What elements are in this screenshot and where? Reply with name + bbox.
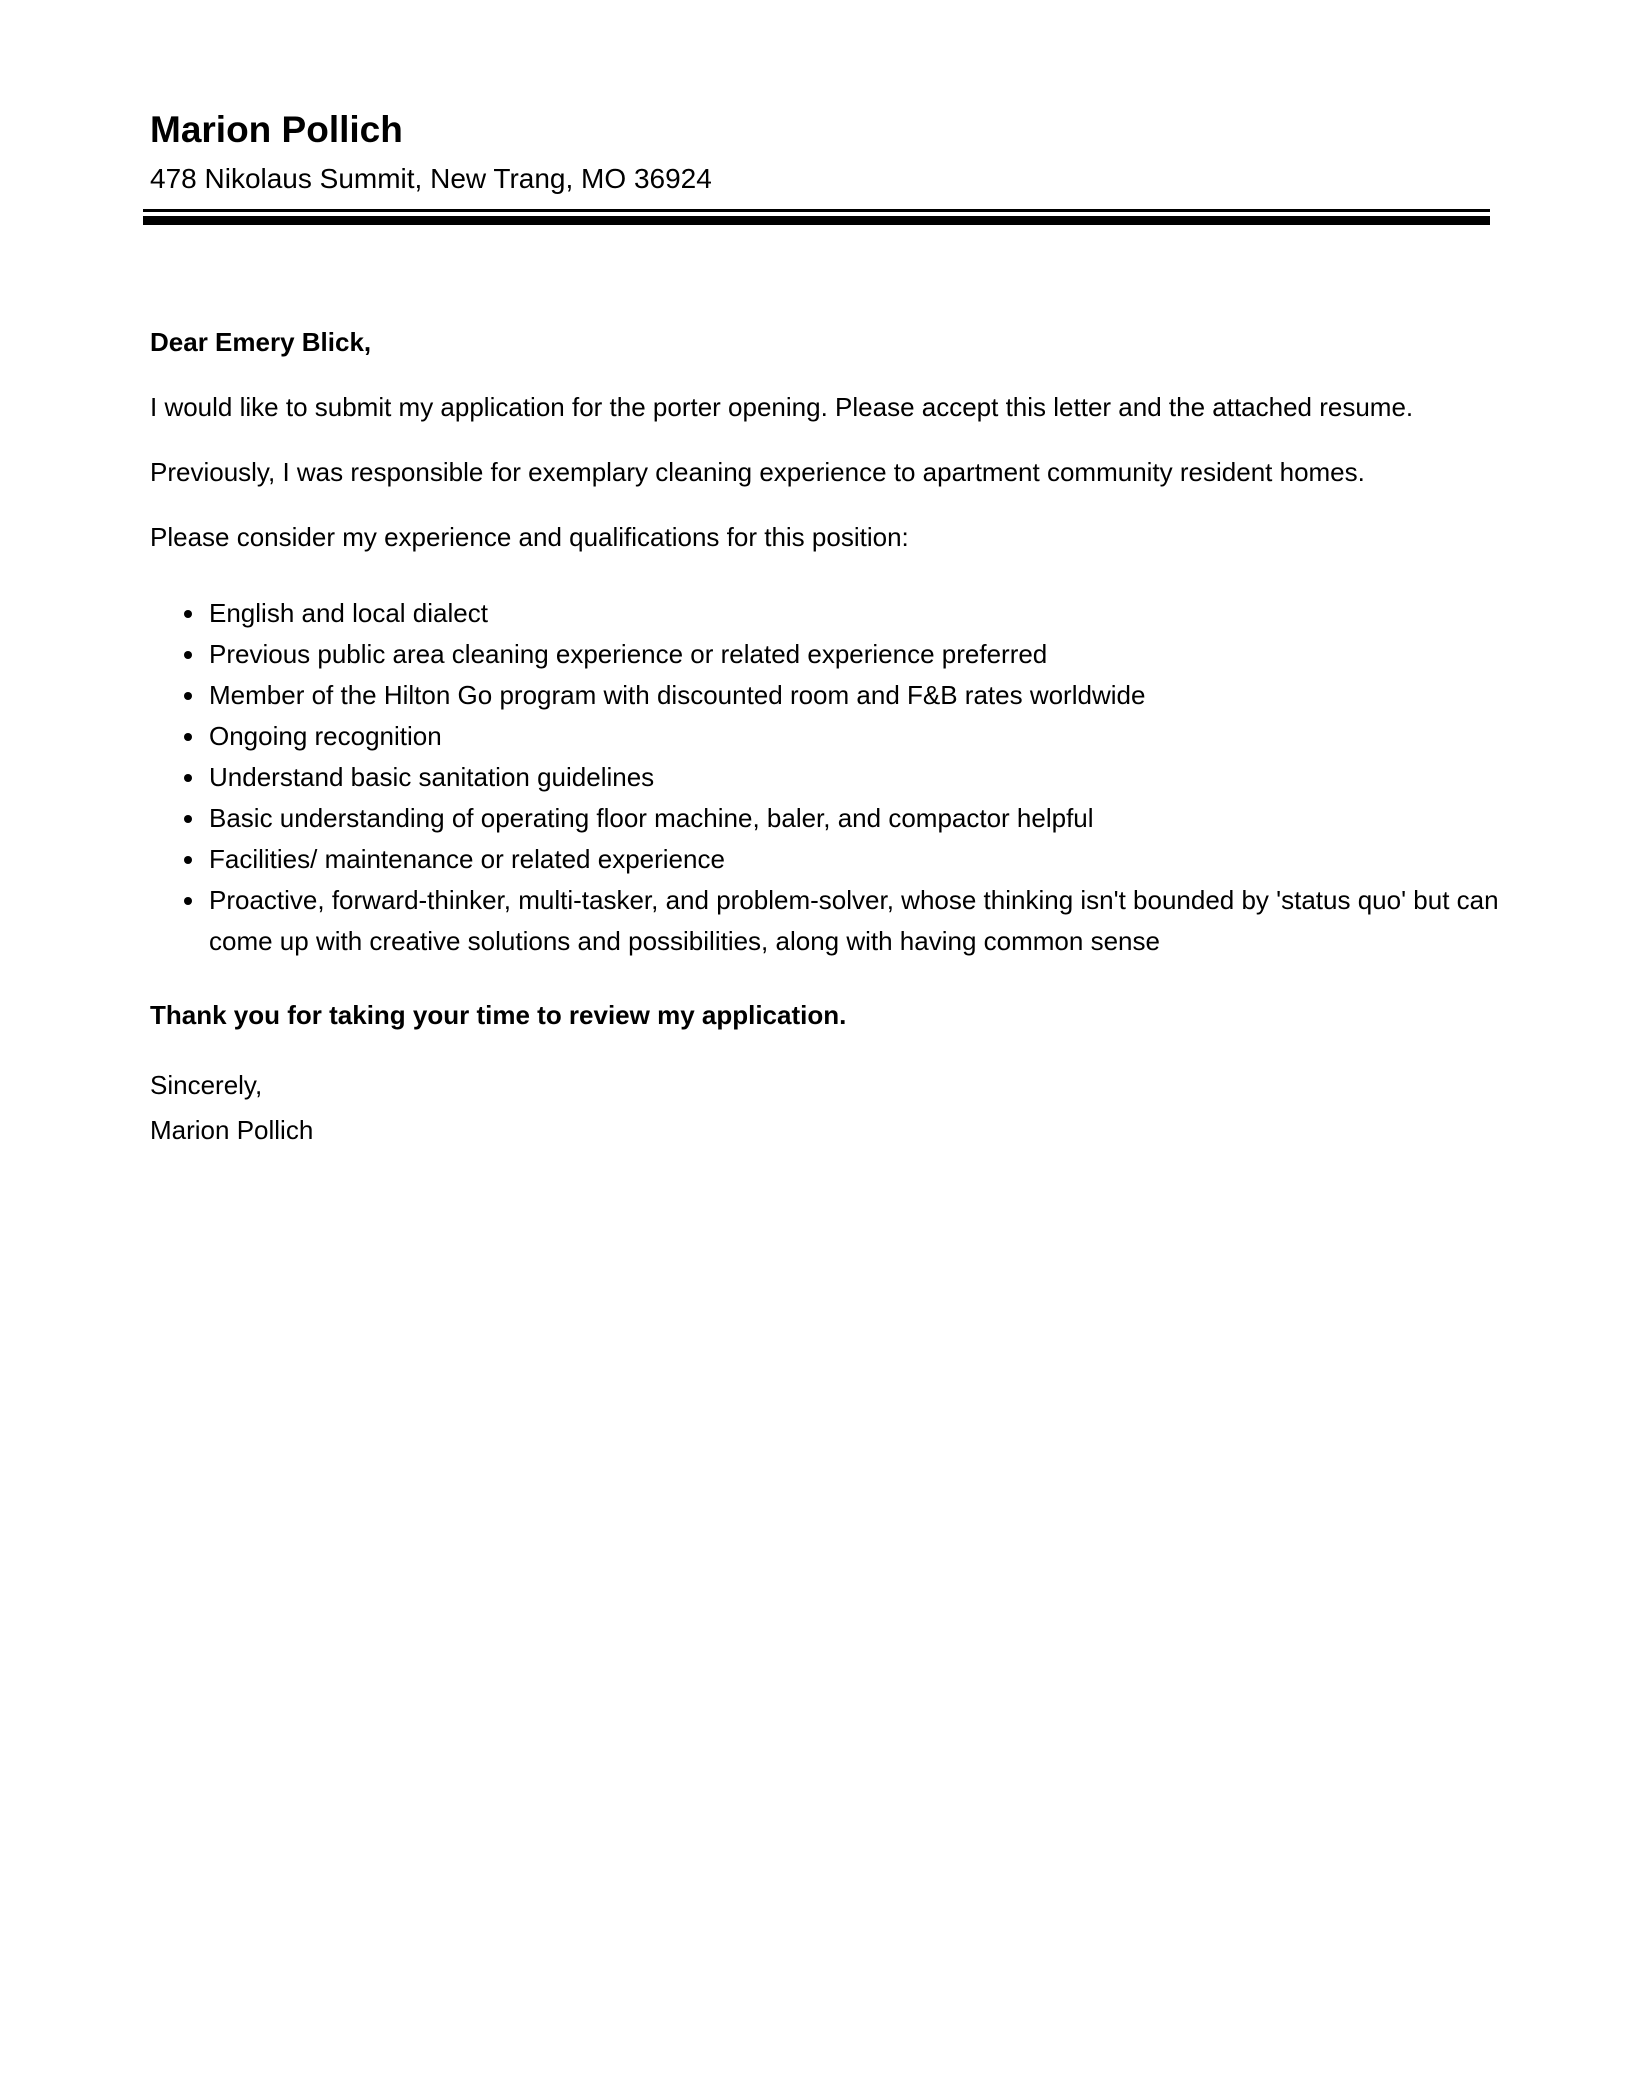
salutation: Dear Emery Blick, (150, 327, 372, 357)
qualifications-list (150, 593, 1525, 962)
qualification-item: • Facilities/ maintenance or related experience (207, 839, 1525, 880)
sender-address: 478 Nikolaus Summit, New Trang, MO 36924 (150, 163, 712, 194)
signoff-word: Sincerely, (150, 1070, 263, 1100)
paragraph-experience: Previously, I was responsible for exemplary cleaning experience to apartment community resident homes. (150, 457, 1365, 487)
paragraph-intro: I would like to submit my application for the porter opening. Please accept this letter and the attached resume. (150, 392, 1414, 422)
closing-emphasis: Thank you for taking your time to review my application. (150, 1000, 847, 1030)
qualification-item: • Previous public area cleaning experience or related experience preferred (207, 634, 1525, 675)
qualification-item: • Understand basic sanitation guidelines (207, 757, 1525, 798)
qualification-item: • Proactive, forward-thinker, multi-tasker, and problem-solver, whose thinking isn't bounded by 'status quo' but can come up with creative solutions and possibilities, along with having common sense (207, 880, 1525, 962)
qualification-item: • Ongoing recognition (207, 716, 1525, 757)
header-divider-rule (143, 209, 1490, 225)
letter-body (150, 320, 1525, 1153)
signoff-block (150, 1063, 1525, 1153)
letter-header (150, 108, 1525, 225)
qualification-item: • English and local dialect (207, 593, 1525, 634)
sender-name: Marion Pollich (150, 109, 403, 150)
paragraph-lead-in: Please consider my experience and qualifications for this position: (150, 522, 909, 552)
signature-name: Marion Pollich (150, 1115, 314, 1145)
qualification-item: • Basic understanding of operating floor machine, baler, and compactor helpful (207, 798, 1525, 839)
qualification-item: • Member of the Hilton Go program with discounted room and F&B rates worldwide (207, 675, 1525, 716)
